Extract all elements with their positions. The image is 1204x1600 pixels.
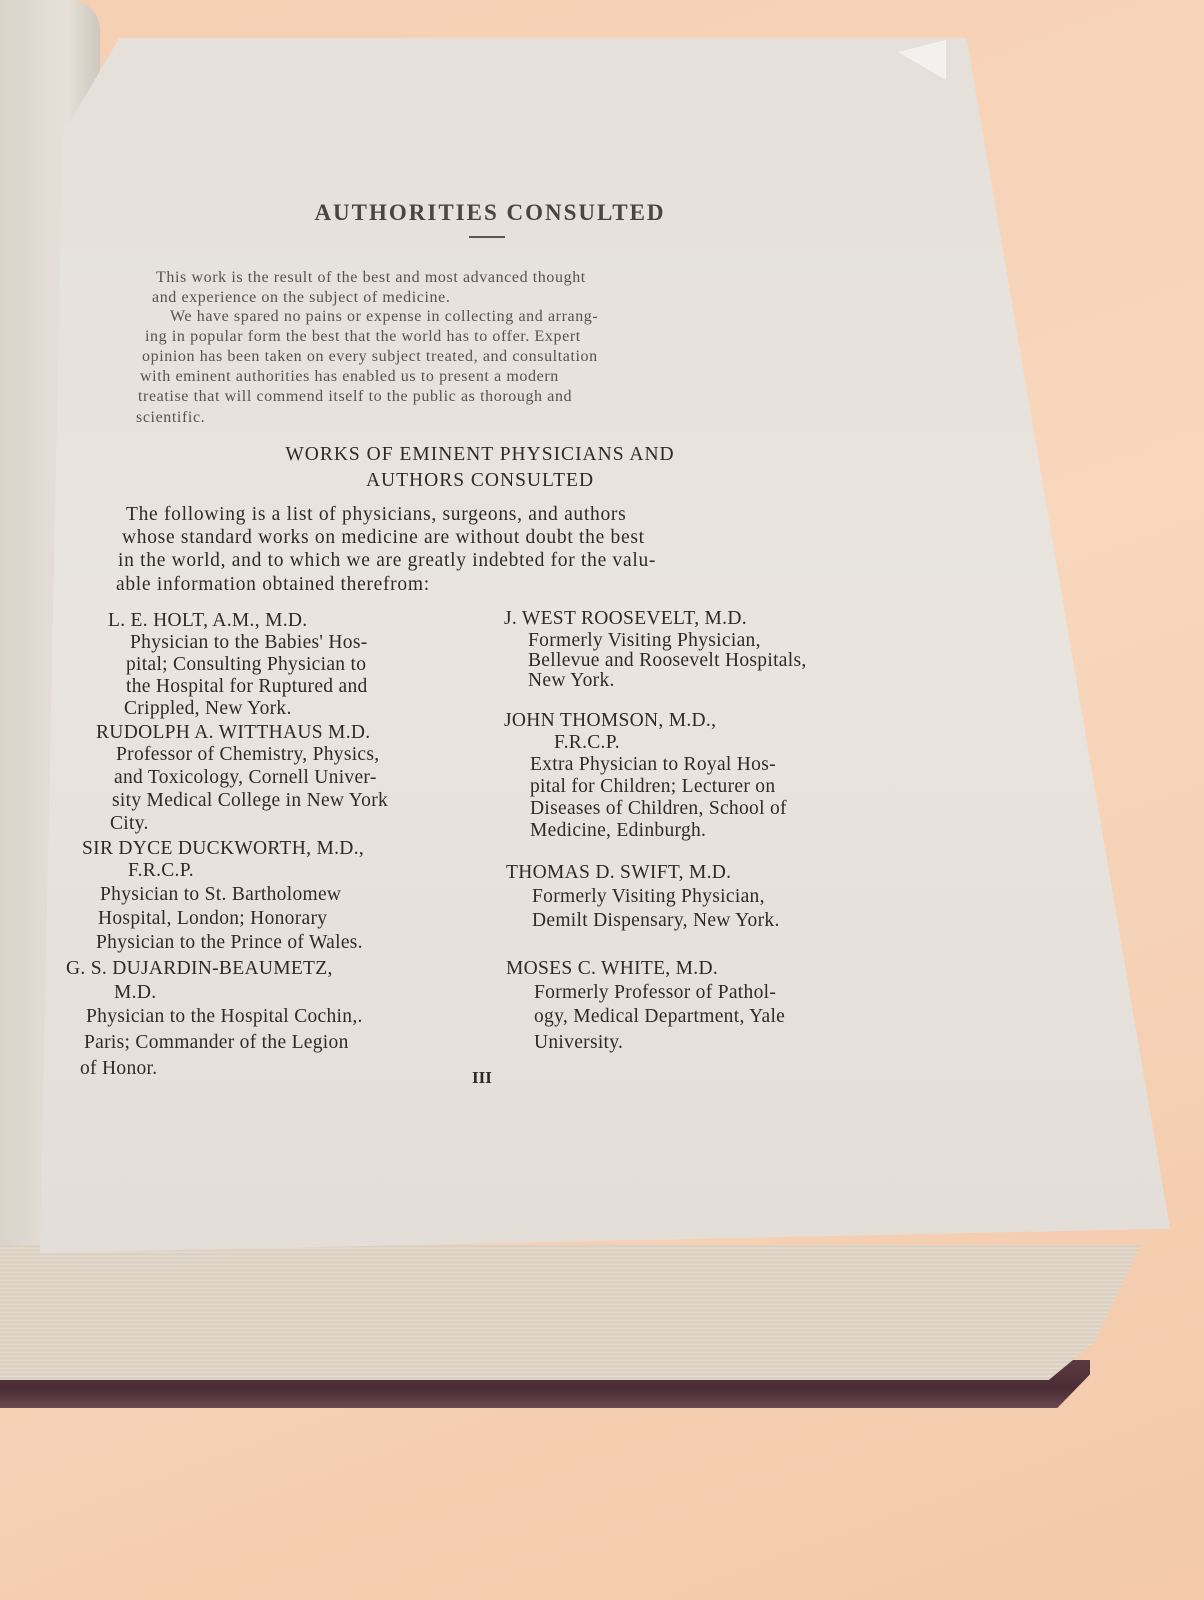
author-name: J. WEST ROOSEVELT, M.D.	[504, 608, 747, 629]
intro-line: We have spared no pains or expense in collecting and arrang-	[170, 308, 599, 325]
author-desc: Paris; Commander of the Legion	[84, 1032, 349, 1053]
author-name: JOHN THOMSON, M.D.,	[504, 710, 717, 731]
section-heading: WORKS OF EMINENT PHYSICIANS AND	[285, 444, 675, 465]
author-desc: University.	[534, 1032, 624, 1053]
intro-line: opinion has been taken on every subject treated, and consultation	[142, 348, 598, 365]
author-name: MOSES C. WHITE, M.D.	[506, 958, 719, 979]
intro-line: and experience on the subject of medicine.	[152, 289, 451, 306]
author-desc: Extra Physician to Royal Hos-	[530, 754, 776, 775]
author-desc: Hospital, London; Honorary	[98, 908, 328, 929]
author-desc: New York.	[528, 670, 615, 691]
intro-line: ing in popular form the best that the world has to offer. Expert	[145, 328, 581, 345]
author-desc: pital for Children; Lecturer on	[530, 776, 776, 797]
author-desc: ogy, Medical Department, Yale	[534, 1006, 786, 1027]
author-desc: Physician to the Babies' Hos-	[130, 632, 368, 653]
author-desc: pital; Consulting Physician to	[126, 654, 367, 675]
author-desc: Formerly Visiting Physician,	[528, 630, 761, 651]
author-desc: Demilt Dispensary, New York.	[532, 910, 780, 931]
author-desc: Physician to St. Bartholomew	[100, 884, 342, 905]
author-desc: City.	[110, 813, 149, 834]
author-desc: Professor of Chemistry, Physics,	[116, 744, 380, 765]
page-block-edge	[0, 1245, 1140, 1380]
author-name: SIR DYCE DUCKWORTH, M.D.,	[82, 838, 365, 859]
author-desc: Bellevue and Roosevelt Hospitals,	[528, 650, 807, 671]
author-desc: Diseases of Children, School of	[530, 798, 787, 819]
author-desc: Medicine, Edinburgh.	[530, 820, 707, 841]
author-desc: the Hospital for Ruptured and	[126, 676, 368, 697]
author-desc: Formerly Professor of Pathol-	[534, 982, 777, 1003]
intro-line: scientific.	[136, 409, 206, 426]
author-desc: of Honor.	[80, 1058, 158, 1079]
section-heading: AUTHORS CONSULTED	[365, 470, 595, 491]
author-desc: Physician to the Hospital Cochin,.	[86, 1006, 363, 1027]
author-name: L. E. HOLT, A.M., M.D.	[108, 610, 308, 631]
list-intro-line: able information obtained therefrom:	[116, 574, 430, 595]
intro-line: with eminent authorities has enabled us to present a modern	[140, 368, 559, 385]
author-desc: Formerly Visiting Physician,	[532, 886, 765, 907]
list-intro-line: The following is a list of physicians, surgeons, and authors	[126, 504, 627, 525]
intro-line: This work is the result of the best and most advanced thought	[156, 269, 586, 286]
list-intro-line: in the world, and to which we are greatly indebted for the valu-	[118, 550, 657, 571]
page-number: III	[472, 1068, 492, 1087]
list-intro-line: whose standard works on medicine are without doubt the best	[122, 527, 645, 548]
author-desc: and Toxicology, Cornell Univer-	[114, 767, 377, 788]
title-rule	[469, 236, 505, 238]
author-desc: F.R.C.P.	[128, 860, 194, 881]
author-desc: Crippled, New York.	[124, 698, 292, 719]
intro-line: treatise that will commend itself to the public as thorough and	[138, 388, 573, 405]
author-desc: Physician to the Prince of Wales.	[96, 932, 363, 953]
author-name: RUDOLPH A. WITTHAUS M.D.	[96, 722, 371, 743]
author-desc: sity Medical College in New York	[112, 790, 389, 811]
author-desc: M.D.	[114, 982, 157, 1003]
author-name: THOMAS D. SWIFT, M.D.	[506, 862, 732, 883]
page-title: AUTHORITIES CONSULTED	[314, 200, 666, 225]
author-desc: F.R.C.P.	[554, 732, 620, 753]
author-name: G. S. DUJARDIN-BEAUMETZ,	[66, 958, 333, 979]
